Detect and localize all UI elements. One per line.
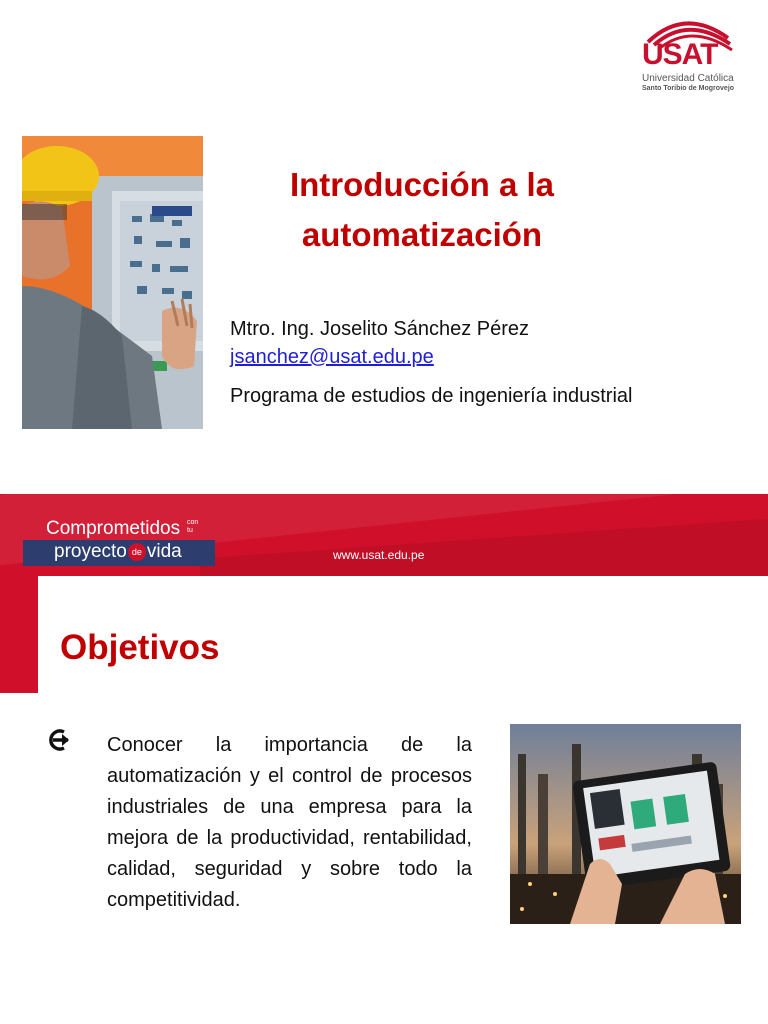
slide-accent-bar bbox=[0, 576, 38, 693]
slogan-proyecto-de-vida bbox=[54, 541, 182, 563]
worker-control-panel-photo bbox=[22, 136, 203, 429]
slogan-de-badge: de bbox=[128, 543, 146, 561]
slogan-proyecto: proyecto bbox=[54, 541, 127, 562]
usat-logo bbox=[640, 18, 740, 98]
slogan-comprometidos: Comprometidos bbox=[46, 518, 181, 539]
program-name: Programa de estudios de ingeniería industrial bbox=[230, 385, 633, 407]
author-email-link[interactable]: jsanchez@usat.edu.pe bbox=[230, 346, 434, 368]
presentation-title: Introducción a la automatización bbox=[289, 166, 555, 253]
objective-bullet-text: Conocer la importancia de la automatización y el control de procesos industriales de una empresa para la mejora de la productividad, rentabilidad, calidad, seguridad y sobre todo la competitividad. bbox=[107, 734, 472, 911]
slogan-con-tu bbox=[187, 519, 198, 535]
logo-wordmark: USAT bbox=[642, 38, 718, 71]
author-name: Mtro. Ing. Joselito Sánchez Pérez bbox=[230, 318, 530, 340]
slogan-vida: vida bbox=[146, 541, 182, 562]
website-url[interactable]: www.usat.edu.pe bbox=[333, 548, 425, 562]
objectives-title: Objetivos bbox=[60, 628, 220, 667]
arrow-bullet-icon bbox=[48, 729, 72, 751]
logo-university: Universidad Católica bbox=[642, 73, 734, 84]
logo-subtitle: Santo Toribio de Mogrovejo bbox=[642, 85, 735, 92]
tablet-hmi-plant-photo bbox=[510, 724, 741, 924]
slogan-tu: tu bbox=[187, 527, 193, 534]
slogan-con: con bbox=[187, 519, 199, 526]
